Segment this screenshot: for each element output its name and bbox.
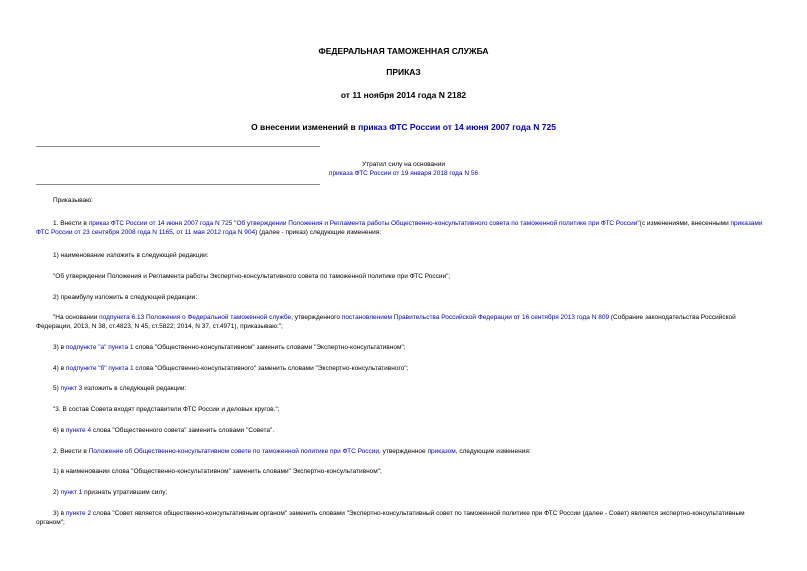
paragraph-order-intro: Приказываю: (53, 197, 93, 204)
text-run: , следующие изменения: (455, 448, 531, 455)
title-prefix: О внесении изменений в (251, 122, 359, 132)
text-run: слова "Совет является общественно-консультативным органом" заменить словами "Экспертно-консультативный совет по таможенной политике при ФТС России (далее - Совет) является экспертно-консультативным органом"; (36, 510, 745, 526)
paragraph-item-2 (36, 447, 769, 456)
order-1165-link[interactable]: приказами ФТС России от 23 сентября 2008 года N 1165 (36, 220, 763, 236)
text-run: ) (далее - приказ) следующие изменения: (255, 229, 382, 236)
top-divider (36, 146, 320, 147)
order-title-link[interactable]: Об утверждении Положения и Регламента работы Общественно-консультативного совета по таможенной политике при ФТС России (236, 220, 638, 227)
title-order-link[interactable]: приказ ФТС России от 14 июня 2007 года N 725 (358, 122, 556, 132)
text-run: 5) (53, 385, 61, 392)
order-904-link[interactable]: от 11 мая 2012 года N 904 (176, 229, 256, 236)
document-type: ПРИКАЗ (386, 67, 421, 77)
status-note-text: Утратил силу на основании (361, 161, 446, 168)
paragraph-item-2-sub-1: 1) в наименовании слова "Общественно-консультативном" заменить словами" Экспертно-консультативном"; (53, 468, 382, 475)
text-run: "На основании (53, 314, 100, 321)
subpoint-b-link[interactable]: подпункте "б" пункта 1 (65, 365, 134, 372)
paragraph-item-1 (36, 219, 769, 237)
text-run: 4) в (53, 365, 66, 372)
paragraph-subitem-6 (36, 426, 769, 435)
text-run: 3) в (53, 510, 66, 517)
text-run: изложить в следующей редакции: (82, 385, 187, 392)
document-date: от 11 ноября 2014 года N 2182 (340, 90, 467, 100)
paragraph-item-2-sub-3 (36, 509, 769, 527)
point-2-link[interactable]: пункте 2 (65, 510, 92, 517)
text-run: 6) в (53, 427, 66, 434)
bottom-divider (36, 184, 320, 185)
paragraph-subitem-4 (36, 364, 769, 373)
text-run: слова "Общественного совета" заменить словами "Совета". (91, 427, 275, 434)
order-link[interactable]: приказом (427, 448, 456, 455)
paragraph-item-2-sub-2 (36, 488, 769, 497)
text-run: слова "Общественно-консультативного" заменить словами "Экспертно-консультативного"; (133, 365, 409, 372)
point-1-link[interactable]: пункт 1 (60, 489, 83, 496)
text-run: , утвержденного (291, 314, 342, 321)
text-run: 2) (53, 489, 61, 496)
point-4-link[interactable]: пункте 4 (65, 427, 92, 434)
repeal-order-link[interactable]: приказа ФТС России от 19 января 2018 года N 56 (328, 170, 479, 177)
text-run: (Собрание законодательства Российской Федерации, 2013, N 38, ст.4823, N 45, ст.5822; 2014, N 37, ст.4971), приказываю:"; (36, 314, 736, 330)
document-title (0, 122, 807, 133)
point-3-link[interactable]: пункт 3 (60, 385, 83, 392)
text-run: слова "Общественно-консультативном" заменить словами "Экспертно-консультативном"; (133, 344, 406, 351)
text-run: признать утратившим силу; (82, 489, 168, 496)
status-note-link-line (0, 169, 807, 178)
regulation-subpoint-link[interactable]: подпункта 6.13 Положения о Федеральной таможенной службе (99, 314, 292, 321)
text-run: " (232, 220, 237, 227)
paragraph-subitem-3 (36, 343, 769, 352)
text-run: 1. Внести в (53, 220, 89, 227)
paragraph-subitem-1: 1) наименование изложить в следующей редакции: (53, 252, 209, 259)
order-725-link[interactable]: приказ ФТС России от 14 июня 2007 года N 725 (88, 220, 233, 227)
text-run: 3) в (53, 344, 66, 351)
text-run: "(с изменениями, внесенными (637, 220, 731, 227)
text-run: , (172, 229, 177, 236)
paragraph-new-title: "Об утверждении Положения и Регламента работы Экспертно-консультативного совета по таможенной политике при ФТС России"; (53, 273, 451, 280)
paragraph-preamble (36, 313, 769, 331)
government-decree-link[interactable]: постановлением Правительства Российской Федерации от 16 сентября 2013 года N 809 (341, 314, 610, 321)
paragraph-council-composition: "3. В состав Совета входят представители ФТС России и деловых кругов."; (53, 406, 280, 413)
paragraph-subitem-2: 2) преамбулу изложить в следующей редакции: (53, 294, 198, 301)
organization-name: ФЕДЕРАЛЬНАЯ ТАМОЖЕННАЯ СЛУЖБА (318, 46, 489, 56)
council-regulation-link[interactable]: Положение об Общественно-консультативном совете по таможенной политике при ФТС России (88, 448, 380, 455)
subpoint-a-link[interactable]: подпункте "а" пункта 1 (65, 344, 134, 351)
text-run: , утвержденное (379, 448, 428, 455)
text-run: 2. Внести в (53, 448, 89, 455)
paragraph-subitem-5 (36, 384, 769, 393)
